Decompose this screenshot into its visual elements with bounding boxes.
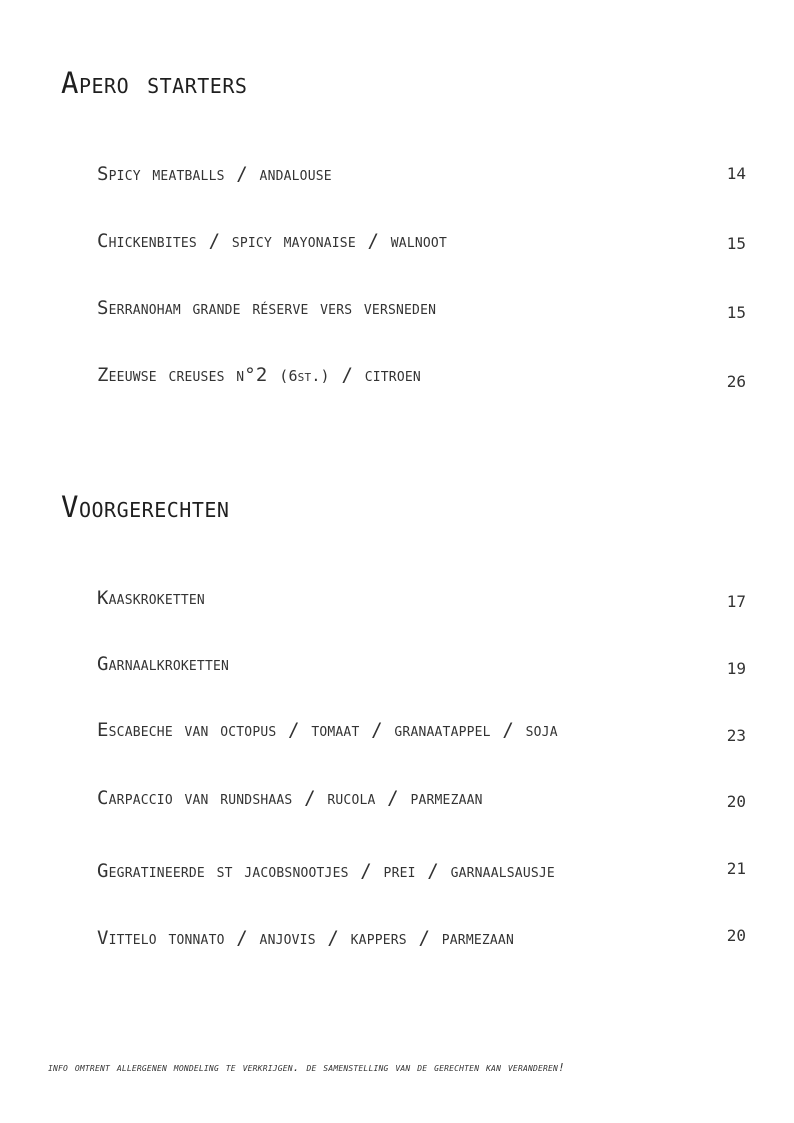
menu-item-price: 14: [726, 164, 746, 183]
menu-item-name-main: Zeeuwse creuses n°2: [97, 364, 268, 386]
section-title-voorgerechten: Voorgerechten: [61, 490, 230, 524]
menu-item-price: 19: [726, 659, 746, 678]
menu-item-price: 15: [726, 234, 746, 253]
menu-item-price: 17: [726, 592, 746, 611]
allergen-footer-note: info omtrent allergenen mondeling te verkrijgen. de samenstelling van de gerechten kan veranderen!: [48, 1061, 565, 1074]
menu-item-name: Escabeche van octopus / tomaat / granaatappel / soja: [97, 719, 558, 741]
menu-item-name: Garnaalkroketten: [97, 653, 230, 675]
menu-item-name: [97, 364, 421, 386]
menu-item-price: 21: [726, 859, 746, 878]
menu-item-name: Gegratineerde st jacobsnootjes / prei / garnaalsausje: [97, 860, 555, 882]
menu-item-name: Vittelo tonnato / anjovis / kappers / parmezaan: [97, 927, 514, 949]
section-title-apero-starters: Apero starters: [61, 66, 248, 100]
menu-item-price: 15: [726, 303, 746, 322]
menu-item-name-quantity: (6st.): [279, 367, 330, 385]
menu-item-name: Carpaccio van rundshaas / rucola / parmezaan: [97, 787, 483, 809]
menu-item-name: Spicy meatballs / andalouse: [97, 163, 332, 185]
menu-item-price: 23: [726, 726, 746, 745]
menu-item-name-tail: / citroen: [341, 364, 421, 386]
menu-item-name: Chickenbites / spicy mayonaise / walnoot: [97, 230, 447, 252]
menu-item-price: 20: [726, 792, 746, 811]
menu-item-name: Kaaskroketten: [97, 587, 205, 609]
menu-item-price: 20: [726, 926, 746, 945]
menu-item-price: 26: [726, 372, 746, 391]
menu-item-name: Serranoham grande réserve vers versneden: [97, 297, 437, 319]
